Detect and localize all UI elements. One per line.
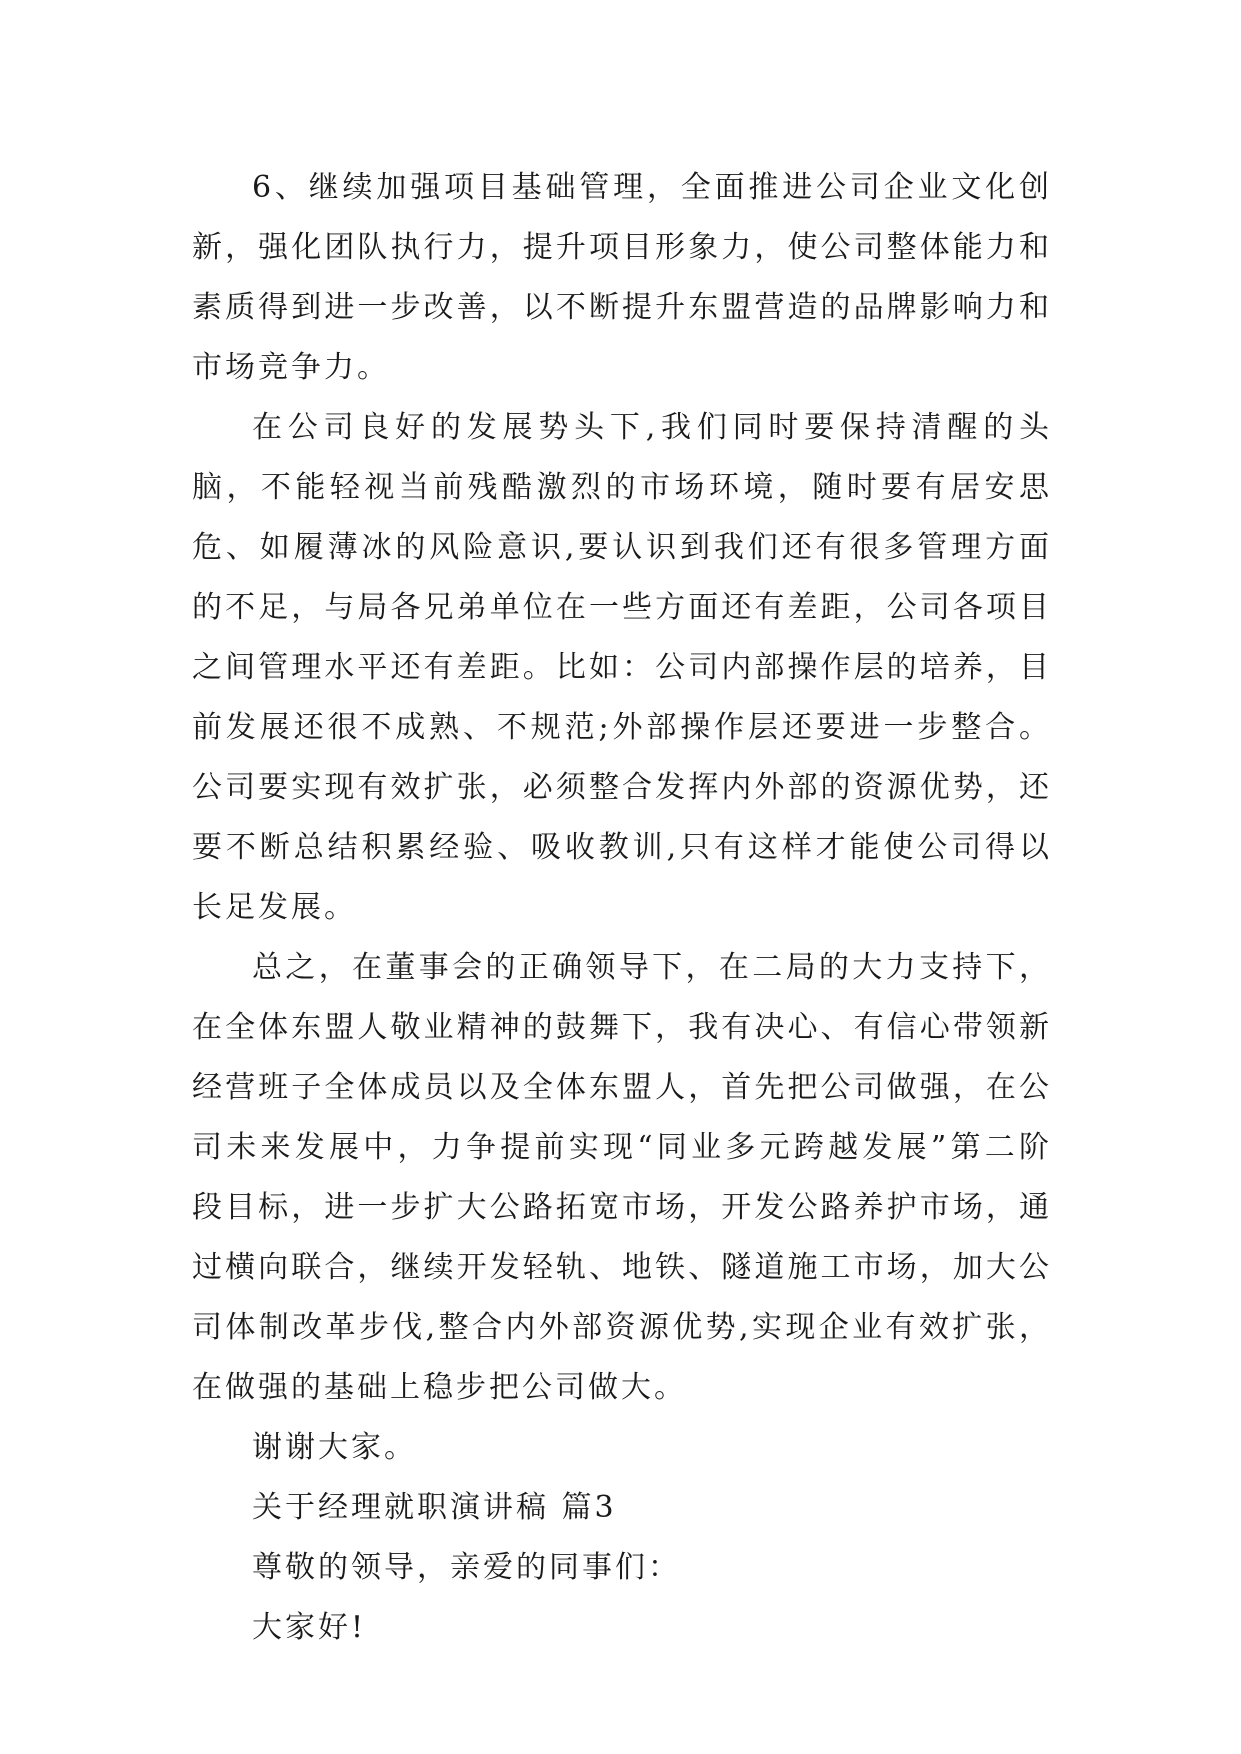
paragraph-thanks: 谢谢大家。: [252, 1430, 417, 1465]
greeting: 大家好!: [252, 1610, 367, 1645]
document-body: [192, 158, 1052, 1658]
paragraph-item-6: 6、继续加强项目基础管理，全面推进公司企业文化创新，强化团队执行力，提升项目形象力，使公司整体能力和素质得到进一步改善，以不断提升东盟营造的品牌影响力和市场竞争力。: [192, 170, 1052, 385]
paragraph-conclusion: 总之，在董事会的正确领导下，在二局的大力支持下，在全体东盟人敬业精神的鼓舞下，我有决心、有信心带领新经营班子全体成员以及全体东盟人，首先把公司做强，在公司未来发展中，力争提前实现“同业多元跨越发展”第二阶段目标，进一步扩大公路拓宽市场，开发公路养护市场，通过横向联合，继续开发轻轨、地铁、隧道施工市场，加大公司体制改革步伐,整合内外部资源优势,实现企业有效扩张，在做强的基础上稳步把公司做大。: [192, 950, 1052, 1405]
salutation: 尊敬的领导，亲爱的同事们：: [252, 1550, 681, 1585]
section-heading: 关于经理就职演讲稿 篇3: [252, 1490, 617, 1525]
paragraph-development-awareness: 在公司良好的发展势头下,我们同时要保持清醒的头脑，不能轻视当前残酷激烈的市场环境，随时要有居安思危、如履薄冰的风险意识,要认识到我们还有很多管理方面的不足，与局各兄弟单位在一些方面还有差距，公司各项目之间管理水平还有差距。比如：公司内部操作层的培养，目前发展还很不成熟、不规范;外部操作层还要进一步整合。公司要实现有效扩张，必须整合发挥内外部的资源优势，还要不断总结积累经验、吸收教训,只有这样才能使公司得以长足发展。: [192, 410, 1052, 925]
